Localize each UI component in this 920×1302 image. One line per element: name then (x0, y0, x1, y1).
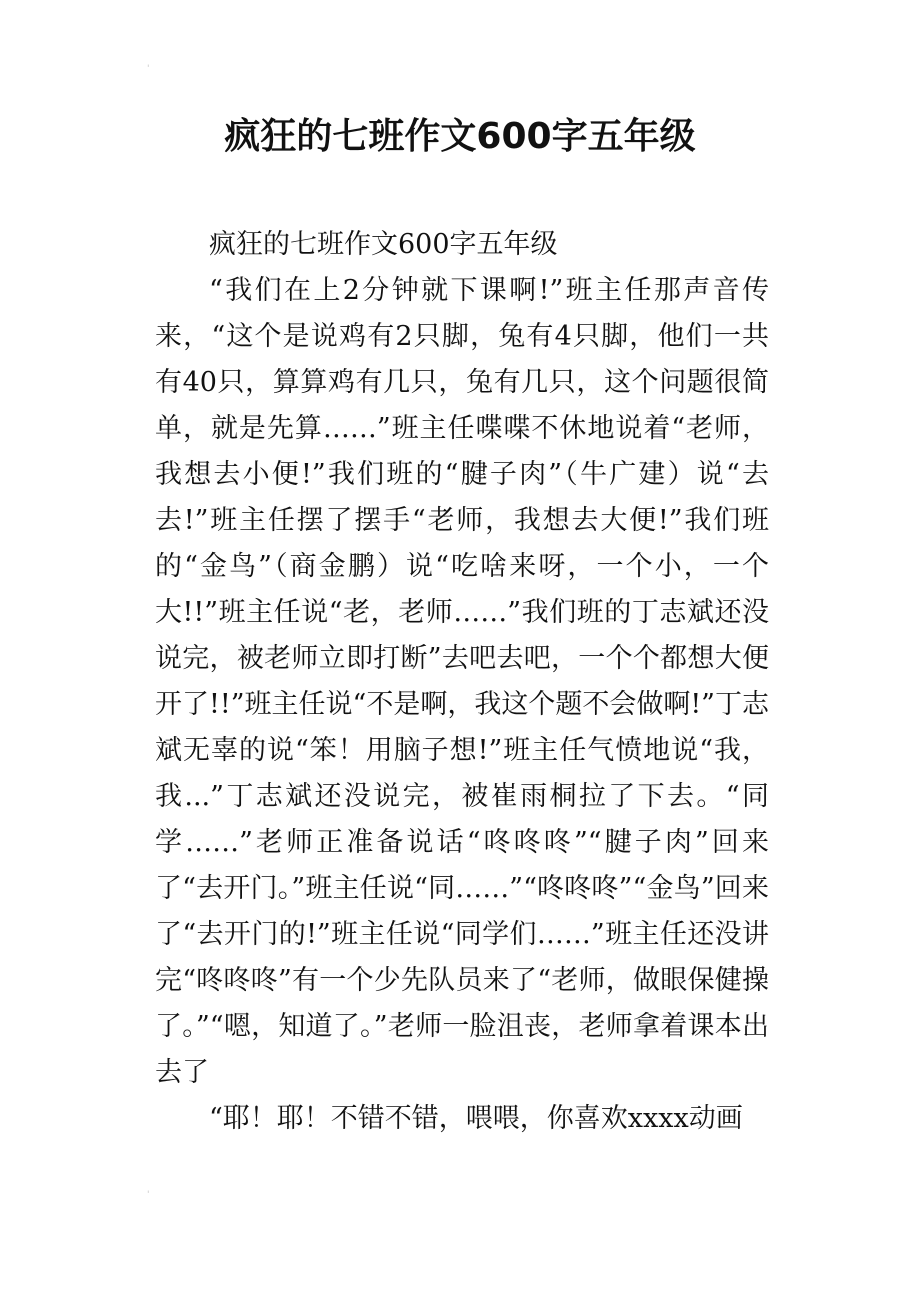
page-corner-mark-top: ' (147, 64, 150, 74)
document-body (155, 222, 769, 1142)
paragraph-subtitle: 疯狂的七班作文600字五年级 (209, 229, 558, 260)
paragraph-continued: “耶！耶！不错不错，喂喂，你喜欢xxxx动画 (209, 1103, 743, 1134)
page-corner-mark-bottom: ' (147, 1190, 150, 1200)
paragraph-story: “我们在上2分钟就下课啊!”班主任那声音传来，“这个是说鸡有2只脚，兔有4只脚，他们一共有40只，算算鸡有几只，兔有几只，这个问题很简单，就是先算……”班主任喋喋不休地说着“老师，我想去小便!”我们班的“腱子肉”（牛广建）说“去去!”班主任摆了摆手“老师，我想去大便!”我们班的“金鸟”（商金鹏）说“吃啥来呀，一个小，一个大!!”班主任说“老，老师……”我们班的丁志斌还没说完，被老师立即打断”去吧去吧，一个个都想大便开了!!”班主任说“不是啊，我这个题不会做啊!”丁志斌无辜的说“笨！用脑子想!”班主任气愤地说“我，我...”丁志斌还没说完，被崔雨桐拉了下去。“同学……”老师正准备说话“咚咚咚”“腱子肉”回来了“去开门。”班主任说“同……”“咚咚咚”“金鸟”回来了“去开门的!”班主任说“同学们……”班主任还没讲完“咚咚咚”有一个少先队员来了“老师，做眼保健操了。”“嗯，知道了。”老师一脸沮丧，老师拿着课本出去了 (155, 275, 769, 1088)
document-title: 疯狂的七班作文600字五年级 (224, 116, 696, 157)
